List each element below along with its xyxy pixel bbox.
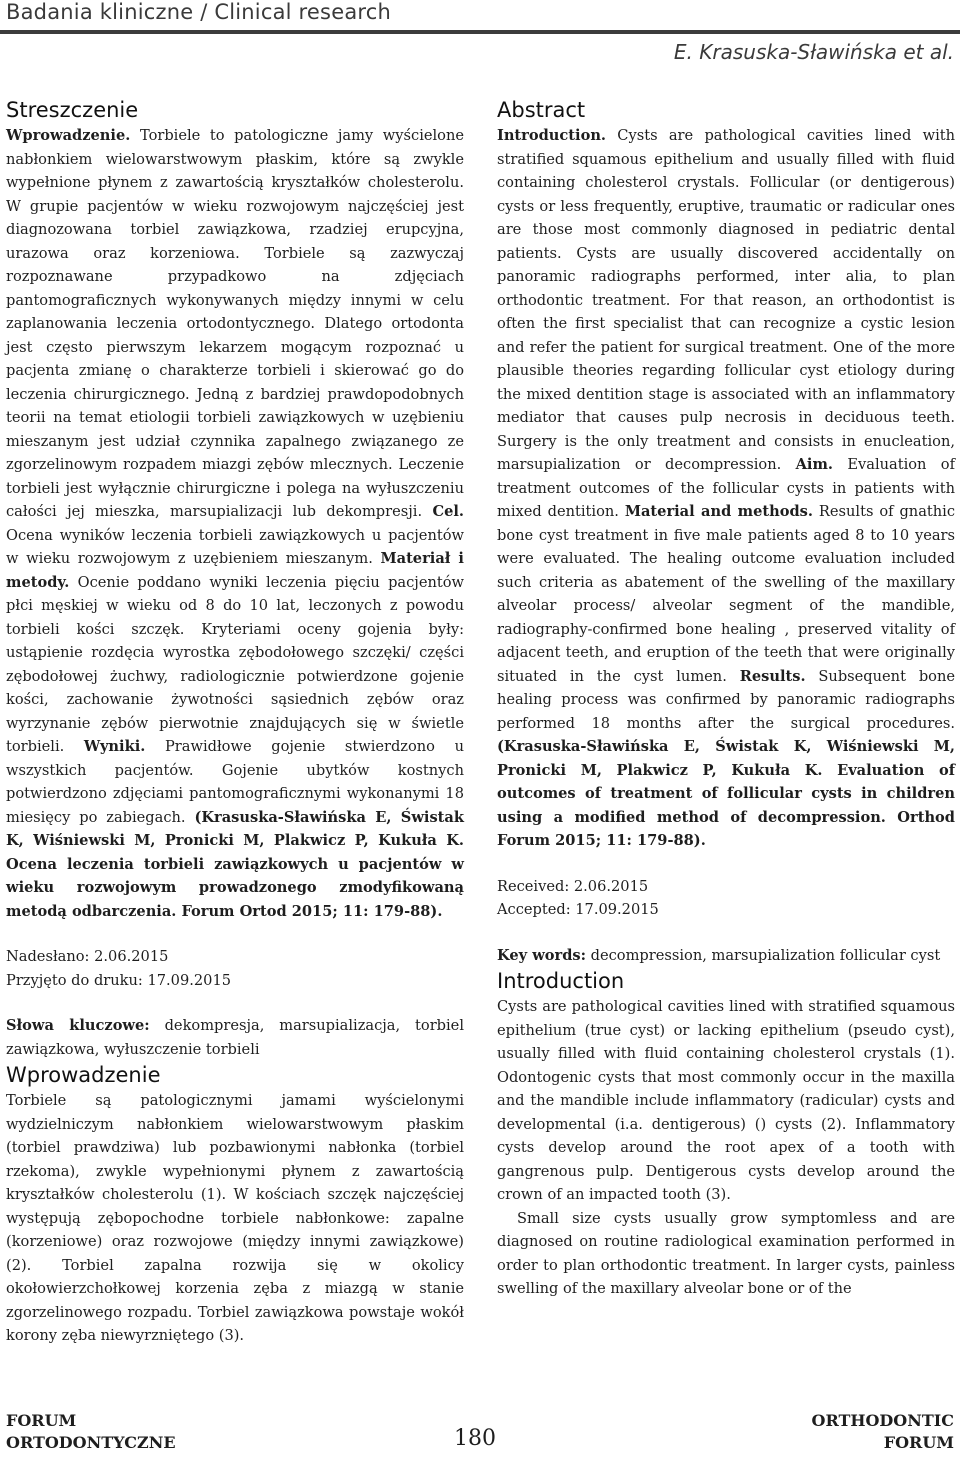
footer-journal-pl-line2: ORTODONTYCZNE bbox=[6, 1433, 176, 1452]
page-number: 180 bbox=[454, 1426, 496, 1451]
abs-intro-label: Introduction. bbox=[497, 127, 607, 144]
keywords-text: dekompresja, marsupializacja, torbiel zawiązkowa, wyłuszczenie torbieli bbox=[6, 1017, 464, 1058]
keywords bbox=[497, 944, 955, 968]
abs-mm-text: Ocenie poddano wyniki leczenia pięciu pacjentów płci męskiej w wieku od 8 do 10 lat, leczonych z powodu torbieli kości szczęk. Kryteriami oceny gojenia były: ustąpienie rozdęcia wyrostka zębodołowego szczęki/ części zębodołowej żuchwy, radiologicznie potwierdzone gojenie kości, zachowanie żywotności sąsiednich zębów oraz wyrzynanie zębów pierwotnie znajdujących się w świetle torbieli. bbox=[6, 573, 464, 755]
abs-results-label: Results. bbox=[739, 667, 806, 685]
abs-mm-label: Materiał i metody. bbox=[6, 550, 464, 591]
abs-aim-text: Evaluation of treatment outcomes of the follicular cysts in patients with mixed dentition. bbox=[497, 456, 955, 520]
abstract-heading: Abstract bbox=[497, 98, 586, 122]
abs-intro-label: Wprowadzenie. bbox=[6, 127, 131, 144]
abs-intro-text: Torbiele to patologiczne jamy wyścielone nabłonkiem wielowarstwowym płaskim, które są zwykle wypełnione płynem z zawartością kryształków cholesterolu. W grupie pacjentów w wieku rozwojowym najczęściej jest diagnozowana torbiel zawiązkowa, rzadziej erupcyjna, urazowa oraz korzeniowa. Torbiele są zazwyczaj rozpoznawane przypadkowo na zdjęciach pantomograficznych wykonywanych między innymi w celu zaplanowania leczenia ortodontycznego. Dlatego ortodonta jest często pierwszym lekarzem mogącym rozpoznać u pacjenta zmianę o charakterze torbieli i skierować go do leczenia chirurgicznego. Jedną z bardziej prawdopodobnych teorii na temat etiologii torbieli zawiązkowych w uzębieniu mieszanym jest udział czynnika zapalnego związanego ze zgorzelinowym rozpadem miazgi zębów mlecznych. Leczenie torbieli jest wyłącznie chirurgiczne i polega na wyłuszczeniu całości jej mieszka, marsupializacji lub dekompresji. bbox=[6, 127, 464, 520]
introduction-paragraph-2: Small size cysts usually grow symptomless and are diagnosed on routine radiological examination performed in order to plan orthodontic treatment. In larger cysts, painless swelling of the maxillary alveolar bone or of the bbox=[497, 1209, 955, 1297]
received-date: Nadesłano: 2.06.2015 bbox=[6, 948, 169, 965]
footer-journal-pl bbox=[6, 1410, 176, 1454]
keywords-label: Słowa kluczowe: bbox=[6, 1017, 150, 1034]
introduction-paragraph-1: Cysts are pathological cavities lined with stratified squamous epithelium (true cyst) or lacking epithelium (pseudo cyst), usually filled with fluid containing cholesterol crystals (1). Odontogenic cysts that most commonly occur in the maxilla and the mandible include inflammatory (radicular) cysts and developmental (i.a. dentigerous) () cysts (2). Inflammatory cysts develop around the root apex of a tooth with gangrenous pulp. Dentigerous cysts develop around the crown of an impacted tooth (3). bbox=[497, 998, 955, 1203]
received-date: Received: 2.06.2015 bbox=[497, 877, 649, 895]
right-column bbox=[497, 96, 955, 1301]
running-header-title: Badania kliniczne / Clinical research bbox=[6, 0, 392, 24]
abs-citation: (Krasuska-Sławińska E, Świstak K, Wiśniewski M, Pronicki M, Plakwicz P, Kukuła K. Evaluation of outcomes of treatment of follicular cysts in children using a modified method of decompression. Orthod Forum 2015; 11: 179-88). bbox=[497, 738, 955, 849]
abs-mm-label: Material and methods. bbox=[624, 503, 813, 520]
footer-journal-en-line1: ORTHODONTIC bbox=[811, 1411, 954, 1430]
english-abstract bbox=[497, 124, 955, 853]
keywords-text: decompression, marsupialization follicular cyst bbox=[586, 946, 941, 964]
abs-intro-text: Cysts are pathological cavities lined with stratified squamous epithelium and usually filled with fluid containing cholesterol crystals. Follicular (or dentigerous) cysts or less frequently, eruptive, traumatic or radicular ones are those most commonly diagnosed in pediatric dental patients. Cysts are usually discovered accidentally on panoramic radiographs performed, inter alia, to plan orthodontic treatment. For that reason, an orthodontist is often the first specialist that can recognize a cystic lesion and refer the patient for surgical treatment. One of the more plausible theories regarding follicular cyst etiology during the mixed dentition stage is associated with an inflammatory mediator that causes pulp necrosis in deciduous teeth. Surgery is the only treatment and consists in enucleation, marsupialization or decompression. bbox=[497, 127, 955, 473]
abs-aim-label: Cel. bbox=[432, 503, 464, 520]
footer-journal-pl-line1: FORUM bbox=[6, 1411, 77, 1430]
abs-results-text: Subsequent bone healing process was confirmed by panoramic radiographs performed 18 months after the surgical procedures. bbox=[497, 667, 955, 732]
keywords bbox=[6, 1014, 464, 1061]
wprowadzenie-paragraph: Torbiele są patologicznymi jamami wyścielonymi wydzielniczym nabłonkiem wielowarstwowym płaskim (torbiel prawdziwa) lub pozbawionymi nabłonka (torbiel rzekoma), zwykle wypełnionymi płynem z zawartością kryształków cholesterolu (1). W kościach szczęk najczęściej występują zębopochodne torbiele nabłonkowe: zapalne (korzeniowe) oraz rozwojowe (między innymi zawiązkowe) (2). Torbiel zapalna rozwija się w okolicy okołowierzchołkowej korzenia zęba z miazgą w stanie zgorzelinowego rozpadu. Torbiel zawiązkowa powstaje wokół korony zęba niewyrzniętego (3). bbox=[6, 1092, 464, 1344]
footer-journal-en-line2: FORUM bbox=[883, 1433, 954, 1452]
abs-aim-text: Ocena wyników leczenia torbieli zawiązkowych u pacjentów w wieku rozwojowym z uzębieniem mieszanym. bbox=[6, 526, 464, 567]
header-rule bbox=[0, 30, 960, 34]
abs-aim-label: Aim. bbox=[795, 456, 833, 473]
abs-results-text: Prawidłowe gojenie stwierdzono u wszystkich pacjentów. Gojenie ubytków kostnych potwierdzono zdjęciami pantomograficznymi wykonanymi 18 miesięcy po zabiegach. bbox=[6, 738, 464, 826]
left-column bbox=[6, 96, 464, 1348]
wprowadzenie-heading: Wprowadzenie bbox=[6, 1063, 161, 1087]
abs-mm-text: Results of gnathic bone cyst treatment in five male patients aged 8 to 10 years were evaluated. The healing outcome evaluation included such criteria as abatement of the swelling of the maxillary alveolar process/ alveolar segment of the mandible, radiography-confirmed bone healing , preserved vitality of adjacent teeth, and eruption of the teeth that were originally situated in the cyst lumen. bbox=[497, 503, 955, 685]
streszczenie-heading: Streszczenie bbox=[6, 98, 139, 122]
abs-citation: (Krasuska-Sławińska E, Świstak K, Wiśniewski M, Pronicki M, Plakwicz P, Kukuła K. Ocena leczenia torbieli zawiązkowych u pacjentów w wieku rozwojowym prowadzonego zmodyfikowaną metodą odbarczenia. Forum Ortod 2015; 11: 179-88). bbox=[6, 808, 464, 920]
introduction-heading: Introduction bbox=[497, 969, 625, 993]
streszczenie-abstract bbox=[6, 124, 464, 923]
running-header-authors: E. Krasuska-Sławińska et al. bbox=[673, 40, 954, 64]
abs-results-label: Wyniki. bbox=[83, 738, 146, 755]
keywords-label: Key words: bbox=[497, 946, 587, 964]
accepted-date: Przyjęto do druku: 17.09.2015 bbox=[6, 971, 232, 989]
footer-journal-en bbox=[812, 1410, 954, 1454]
accepted-date: Accepted: 17.09.2015 bbox=[497, 901, 659, 918]
